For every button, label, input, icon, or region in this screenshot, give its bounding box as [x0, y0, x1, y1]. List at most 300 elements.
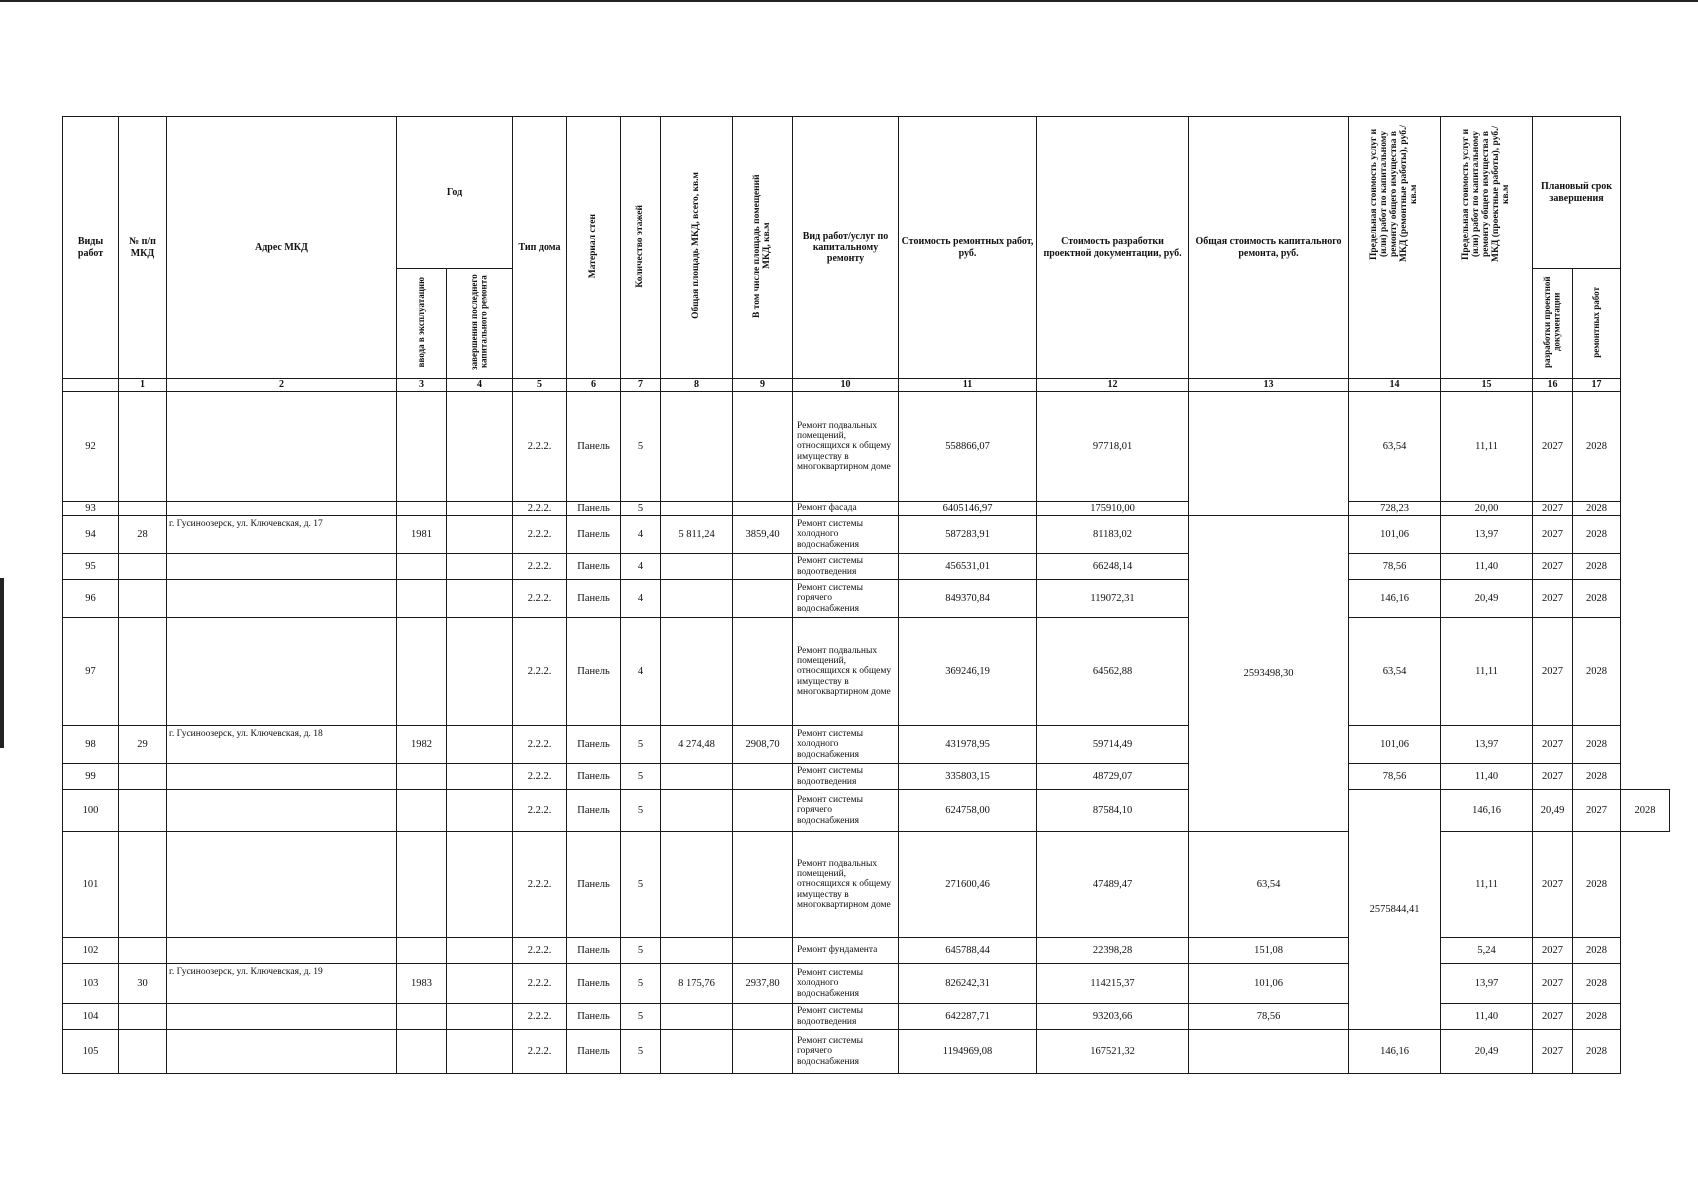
cell-limit1: 101,06 [1189, 964, 1349, 1004]
cell-floors: 5 [621, 392, 661, 502]
col-num: 8 [661, 379, 733, 392]
cell-wall: Панель [567, 580, 621, 618]
cell-limit2: 5,24 [1441, 938, 1533, 964]
cell-t2: 2028 [1573, 964, 1621, 1004]
cell-mkd: 30 [119, 964, 167, 1004]
cell-n: 105 [63, 1030, 119, 1074]
cell-floors: 5 [621, 964, 661, 1004]
cell-y1 [397, 392, 447, 502]
cell-limit2: 11,11 [1441, 832, 1533, 938]
header-limit-design [1441, 117, 1533, 379]
cell-t2: 2028 [1573, 1030, 1621, 1074]
cell-y1 [397, 832, 447, 938]
cell-mkd [119, 832, 167, 938]
col-num: 1 [119, 379, 167, 392]
cell-y1 [397, 618, 447, 726]
cell-wall: Панель [567, 790, 621, 832]
cell-t2: 2028 [1573, 726, 1621, 764]
cell-y1 [397, 554, 447, 580]
cell-mkd [119, 1004, 167, 1030]
cell-parea [733, 618, 793, 726]
cell-t1: 2027 [1533, 764, 1573, 790]
col-num-blank [63, 379, 119, 392]
col-num: 2 [167, 379, 397, 392]
col-num: 6 [567, 379, 621, 392]
cell-t1: 2027 [1533, 964, 1573, 1004]
cell-parea [733, 392, 793, 502]
table-row [63, 1030, 1670, 1074]
col-num: 10 [793, 379, 899, 392]
cell-t1: 2027 [1533, 502, 1573, 516]
cell-limit2: 20,49 [1441, 1030, 1533, 1074]
cell-y1 [397, 1004, 447, 1030]
cell-y1 [397, 790, 447, 832]
cell-limit1: 78,56 [1349, 554, 1441, 580]
header-design-cost: Стоимость разработки проектной документации, руб. [1037, 117, 1189, 379]
cell-address [167, 580, 397, 618]
cell-n: 103 [63, 964, 119, 1004]
cell-limit1: 78,56 [1349, 764, 1441, 790]
cell-limit2: 13,97 [1441, 964, 1533, 1004]
cell-area: 4 274,48 [661, 726, 733, 764]
cell-cost: 431978,95 [899, 726, 1037, 764]
cell-address [167, 1030, 397, 1074]
cell-t2: 2028 [1573, 502, 1621, 516]
header-work-type: Вид работ/услуг по капитальному ремонту [793, 117, 899, 379]
header-plan-design-text: разработки проектной документации [1542, 276, 1562, 368]
cell-total-cost [1189, 392, 1349, 516]
cell-y2 [447, 618, 513, 726]
cell-limit2: 11,11 [1441, 392, 1533, 502]
cell-t2: 2028 [1573, 392, 1621, 502]
cell-address: г. Гусиноозерск, ул. Ключевская, д. 18 [167, 726, 397, 764]
cell-design: 66248,14 [1037, 554, 1189, 580]
cell-y2 [447, 554, 513, 580]
cell-work: Ремонт подвальных помещений, относящихся к общему имуществу в многоквартирном доме [793, 618, 899, 726]
header-premises-area-text: В том числе площадь помещений МКД, кв.м [751, 174, 772, 318]
cell-n: 93 [63, 502, 119, 516]
cell-t1: 2027 [1533, 1004, 1573, 1030]
cell-cost: 849370,84 [899, 580, 1037, 618]
cell-area [661, 1030, 733, 1074]
header-year-commission-text: ввода в эксплуатацию [415, 276, 426, 368]
cell-limit2: 11,40 [1441, 1004, 1533, 1030]
cell-work: Ремонт системы горячего водоснабжения [793, 1030, 899, 1074]
cell-area [661, 938, 733, 964]
cell-type: 2.2.2. [513, 392, 567, 502]
cell-address: г. Гусиноозерск, ул. Ключевская, д. 19 [167, 964, 397, 1004]
scan-left-edge-mark [0, 578, 4, 748]
table-row [63, 764, 1670, 790]
table-row [63, 516, 1670, 554]
cell-y1: 1983 [397, 964, 447, 1004]
cell-area [661, 618, 733, 726]
cell-n: 92 [63, 392, 119, 502]
cell-t2: 2028 [1621, 790, 1670, 832]
cell-design: 87584,10 [1037, 790, 1189, 832]
cell-design: 64562,88 [1037, 618, 1189, 726]
table-row [63, 392, 1670, 502]
cell-mkd [119, 618, 167, 726]
cell-limit1: 63,54 [1349, 392, 1441, 502]
cell-y1 [397, 580, 447, 618]
header-house-type: Тип дома [513, 117, 567, 379]
cell-total-cost [1189, 1030, 1349, 1074]
cell-design: 22398,28 [1037, 938, 1189, 964]
cell-mkd [119, 392, 167, 502]
cell-y1 [397, 938, 447, 964]
cell-design: 59714,49 [1037, 726, 1189, 764]
cell-n: 96 [63, 580, 119, 618]
capital-repair-table [62, 116, 1670, 1074]
cell-floors: 5 [621, 726, 661, 764]
col-num: 7 [621, 379, 661, 392]
cell-total-cost: 2575844,41 [1349, 790, 1441, 1030]
cell-cost: 1194969,08 [899, 1030, 1037, 1074]
header-total-area-text: Общая площадь МКД, всего, кв.м [690, 172, 701, 320]
cell-type: 2.2.2. [513, 832, 567, 938]
cell-limit1: 78,56 [1189, 1004, 1349, 1030]
cell-y2 [447, 580, 513, 618]
cell-n: 102 [63, 938, 119, 964]
cell-y2 [447, 516, 513, 554]
cell-area [661, 790, 733, 832]
cell-work: Ремонт системы холодного водоснабжения [793, 726, 899, 764]
cell-mkd [119, 554, 167, 580]
cell-y2 [447, 502, 513, 516]
cell-limit1: 63,54 [1349, 618, 1441, 726]
cell-work: Ремонт системы водоотведения [793, 764, 899, 790]
col-num: 13 [1189, 379, 1349, 392]
cell-mkd: 28 [119, 516, 167, 554]
cell-parea [733, 502, 793, 516]
cell-address [167, 790, 397, 832]
cell-t1: 2027 [1533, 832, 1573, 938]
header-total-cost: Общая стоимость капитального ремонта, руб. [1189, 117, 1349, 379]
cell-total-cost: 2593498,30 [1189, 516, 1349, 832]
table-row [63, 580, 1670, 618]
cell-y2 [447, 938, 513, 964]
cell-y2 [447, 1004, 513, 1030]
cell-cost: 587283,91 [899, 516, 1037, 554]
cell-t2: 2028 [1573, 1004, 1621, 1030]
cell-cost: 624758,00 [899, 790, 1037, 832]
cell-work: Ремонт фундамента [793, 938, 899, 964]
cell-work: Ремонт системы водоотведения [793, 554, 899, 580]
cell-type: 2.2.2. [513, 938, 567, 964]
cell-cost: 271600,46 [899, 832, 1037, 938]
header-address: Адрес МКД [167, 117, 397, 379]
cell-address [167, 764, 397, 790]
cell-t2: 2028 [1573, 832, 1621, 938]
cell-t2: 2028 [1573, 580, 1621, 618]
table-row [63, 502, 1670, 516]
col-num: 3 [397, 379, 447, 392]
cell-parea [733, 832, 793, 938]
cell-area [661, 392, 733, 502]
cell-limit1: 146,16 [1349, 580, 1441, 618]
cell-floors: 5 [621, 1004, 661, 1030]
header-year-last-repair [447, 269, 513, 379]
cell-t2: 2028 [1573, 554, 1621, 580]
cell-address [167, 1004, 397, 1030]
cell-mkd [119, 764, 167, 790]
cell-address [167, 618, 397, 726]
cell-cost: 335803,15 [899, 764, 1037, 790]
cell-cost: 645788,44 [899, 938, 1037, 964]
cell-floors: 4 [621, 554, 661, 580]
header-vidy-rabot: Виды работ [63, 117, 119, 379]
cell-floors: 5 [621, 938, 661, 964]
cell-wall: Панель [567, 516, 621, 554]
cell-floors: 4 [621, 618, 661, 726]
header-plan-term: Плановый срок завершения [1533, 117, 1621, 269]
cell-limit1: 63,54 [1189, 832, 1349, 938]
cell-wall: Панель [567, 726, 621, 764]
col-num: 5 [513, 379, 567, 392]
cell-address [167, 938, 397, 964]
cell-y2 [447, 790, 513, 832]
cell-cost: 369246,19 [899, 618, 1037, 726]
cell-y2 [447, 726, 513, 764]
cell-area: 5 811,24 [661, 516, 733, 554]
cell-y2 [447, 964, 513, 1004]
cell-wall: Панель [567, 938, 621, 964]
cell-limit2: 13,97 [1441, 516, 1533, 554]
header-limit-repair [1349, 117, 1441, 379]
cell-floors: 5 [621, 790, 661, 832]
cell-design: 93203,66 [1037, 1004, 1189, 1030]
cell-parea: 2937,80 [733, 964, 793, 1004]
cell-limit2: 20,49 [1533, 790, 1573, 832]
cell-type: 2.2.2. [513, 516, 567, 554]
cell-parea [733, 790, 793, 832]
cell-mkd [119, 938, 167, 964]
cell-n: 95 [63, 554, 119, 580]
cell-design: 119072,31 [1037, 580, 1189, 618]
header-limit-design-text: Предельная стоимость услуг и (или) работ по капитальному ремонту общего имущества в МКД (проектные работы), руб./кв.м [1460, 125, 1511, 263]
cell-n: 98 [63, 726, 119, 764]
cell-design: 167521,32 [1037, 1030, 1189, 1074]
cell-parea [733, 1030, 793, 1074]
cell-limit2: 20,49 [1441, 580, 1533, 618]
cell-t1: 2027 [1533, 726, 1573, 764]
cell-limit1: 151,08 [1189, 938, 1349, 964]
cell-design: 97718,01 [1037, 392, 1189, 502]
cell-mkd [119, 580, 167, 618]
cell-floors: 5 [621, 502, 661, 516]
cell-floors: 5 [621, 764, 661, 790]
cell-limit2: 11,40 [1441, 764, 1533, 790]
cell-type: 2.2.2. [513, 764, 567, 790]
cell-type: 2.2.2. [513, 580, 567, 618]
cell-limit2: 13,97 [1441, 726, 1533, 764]
cell-y1: 1982 [397, 726, 447, 764]
header-wall-material-text: Материал стен [587, 213, 598, 279]
cell-n: 99 [63, 764, 119, 790]
header-floors-text: Количество этажей [634, 204, 645, 288]
cell-n: 100 [63, 790, 119, 832]
header-plan-design [1533, 269, 1573, 379]
cell-floors: 4 [621, 580, 661, 618]
cell-work: Ремонт системы горячего водоснабжения [793, 790, 899, 832]
header-total-area [661, 117, 733, 379]
cell-design: 81183,02 [1037, 516, 1189, 554]
cell-type: 2.2.2. [513, 554, 567, 580]
cell-cost: 6405146,97 [899, 502, 1037, 516]
cell-area [661, 580, 733, 618]
cell-parea [733, 938, 793, 964]
cell-t1: 2027 [1533, 392, 1573, 502]
cell-limit2: 11,11 [1441, 618, 1533, 726]
header-wall-material [567, 117, 621, 379]
cell-type: 2.2.2. [513, 618, 567, 726]
cell-y2 [447, 1030, 513, 1074]
cell-type: 2.2.2. [513, 790, 567, 832]
header-repair-cost: Стоимость ремонтных работ, руб. [899, 117, 1037, 379]
cell-design: 175910,00 [1037, 502, 1189, 516]
cell-t2: 2028 [1573, 764, 1621, 790]
header-row-main [63, 117, 1670, 269]
cell-y2 [447, 764, 513, 790]
cell-wall: Панель [567, 764, 621, 790]
cell-mkd [119, 502, 167, 516]
col-num: 14 [1349, 379, 1441, 392]
cell-t1: 2027 [1533, 618, 1573, 726]
cell-parea [733, 1004, 793, 1030]
cell-type: 2.2.2. [513, 1004, 567, 1030]
col-num: 12 [1037, 379, 1189, 392]
header-plan-repair [1573, 269, 1621, 379]
cell-design: 47489,47 [1037, 832, 1189, 938]
table-row [63, 554, 1670, 580]
cell-y2 [447, 392, 513, 502]
cell-design: 48729,07 [1037, 764, 1189, 790]
header-year-commission [397, 269, 447, 379]
cell-limit1: 101,06 [1349, 516, 1441, 554]
cell-type: 2.2.2. [513, 1030, 567, 1074]
table-body [63, 392, 1670, 1074]
cell-n: 97 [63, 618, 119, 726]
col-num: 9 [733, 379, 793, 392]
cell-parea [733, 764, 793, 790]
cell-y2 [447, 832, 513, 938]
cell-type: 2.2.2. [513, 502, 567, 516]
header-plan-repair-text: ремонтных работ [1590, 286, 1601, 358]
cell-work: Ремонт подвальных помещений, относящихся к общему имуществу в многоквартирном доме [793, 832, 899, 938]
cell-area [661, 764, 733, 790]
cell-limit1: 728,23 [1349, 502, 1441, 516]
cell-work: Ремонт подвальных помещений, относящихся к общему имуществу в многоквартирном доме [793, 392, 899, 502]
cell-floors: 5 [621, 832, 661, 938]
cell-t2: 2028 [1573, 938, 1621, 964]
cell-wall: Панель [567, 618, 621, 726]
cell-t1: 2027 [1533, 580, 1573, 618]
cell-wall: Панель [567, 1030, 621, 1074]
cell-wall: Панель [567, 392, 621, 502]
cell-wall: Панель [567, 502, 621, 516]
cell-area [661, 832, 733, 938]
cell-limit1: 101,06 [1349, 726, 1441, 764]
cell-wall: Панель [567, 1004, 621, 1030]
cell-mkd [119, 790, 167, 832]
scan-top-edge [0, 0, 1698, 2]
cell-area: 8 175,76 [661, 964, 733, 1004]
table-row [63, 618, 1670, 726]
cell-y1 [397, 1030, 447, 1074]
header-limit-repair-text: Предельная стоимость услуг и (или) работ по капитальному ремонту общего имущества в МКД (ремонтные работы), руб./кв.м [1368, 125, 1419, 263]
cell-t1: 2027 [1573, 790, 1621, 832]
cell-t1: 2027 [1533, 938, 1573, 964]
cell-parea: 3859,40 [733, 516, 793, 554]
cell-y1 [397, 764, 447, 790]
cell-wall: Панель [567, 832, 621, 938]
cell-work: Ремонт системы горячего водоснабжения [793, 580, 899, 618]
cell-address [167, 392, 397, 502]
cell-mkd: 29 [119, 726, 167, 764]
cell-t2: 2028 [1573, 618, 1621, 726]
cell-wall: Панель [567, 554, 621, 580]
cell-design: 114215,37 [1037, 964, 1189, 1004]
header-no-mkd: № п/п МКД [119, 117, 167, 379]
cell-cost: 642287,71 [899, 1004, 1037, 1030]
cell-limit1: 146,16 [1441, 790, 1533, 832]
cell-work: Ремонт фасада [793, 502, 899, 516]
cell-work: Ремонт системы холодного водоснабжения [793, 516, 899, 554]
cell-type: 2.2.2. [513, 726, 567, 764]
cell-limit2: 20,00 [1441, 502, 1533, 516]
cell-limit2: 11,40 [1441, 554, 1533, 580]
header-year: Год [397, 117, 513, 269]
cell-limit1: 146,16 [1349, 1030, 1441, 1074]
cell-t2: 2028 [1573, 516, 1621, 554]
cell-t1: 2027 [1533, 516, 1573, 554]
cell-mkd [119, 1030, 167, 1074]
cell-n: 104 [63, 1004, 119, 1030]
col-num: 17 [1573, 379, 1621, 392]
cell-parea: 2908,70 [733, 726, 793, 764]
cell-floors: 5 [621, 1030, 661, 1074]
cell-y1 [397, 502, 447, 516]
cell-n: 94 [63, 516, 119, 554]
cell-parea [733, 580, 793, 618]
cell-floors: 4 [621, 516, 661, 554]
col-num: 16 [1533, 379, 1573, 392]
cell-parea [733, 554, 793, 580]
cell-cost: 826242,31 [899, 964, 1037, 1004]
cell-n: 101 [63, 832, 119, 938]
cell-area [661, 1004, 733, 1030]
cell-cost: 456531,01 [899, 554, 1037, 580]
cell-t1: 2027 [1533, 1030, 1573, 1074]
table-row [63, 726, 1670, 764]
col-num: 11 [899, 379, 1037, 392]
col-num: 15 [1441, 379, 1533, 392]
cell-work: Ремонт системы холодного водоснабжения [793, 964, 899, 1004]
cell-y1: 1981 [397, 516, 447, 554]
header-year-last-repair-text: завершения последнего капитального ремонта [469, 274, 489, 370]
cell-area [661, 502, 733, 516]
cell-wall: Панель [567, 964, 621, 1004]
cell-work: Ремонт системы водоотведения [793, 1004, 899, 1030]
cell-t1: 2027 [1533, 554, 1573, 580]
cell-address [167, 502, 397, 516]
column-number-row [63, 379, 1670, 392]
cell-cost: 558866,07 [899, 392, 1037, 502]
cell-area [661, 554, 733, 580]
header-floors [621, 117, 661, 379]
header-premises-area [733, 117, 793, 379]
